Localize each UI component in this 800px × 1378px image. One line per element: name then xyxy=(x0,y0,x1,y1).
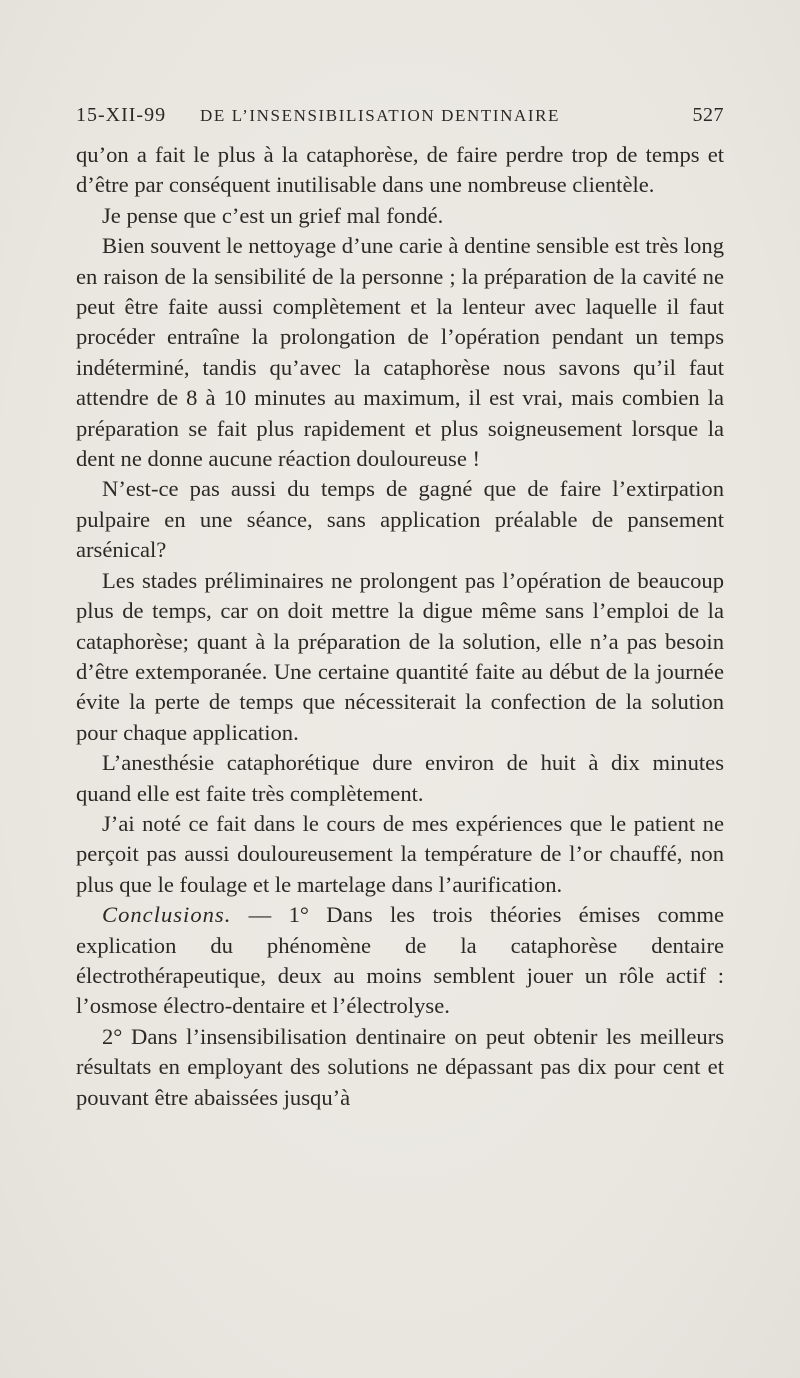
paragraph: J’ai noté ce fait dans le cours de mes expériences que le patient ne perçoit pas aussi douloureusement la température de l’or chauffé, non plus que le foulage et le martelage dans l’aurification. xyxy=(76,810,724,897)
paragraph: N’est-ce pas aussi du temps de gagné que de faire l’extirpation pulpaire en une séance, sans application préalable de pansement arsénical? xyxy=(76,476,724,563)
page-number: 527 xyxy=(692,104,724,126)
conclusion-1-text: — 1° Dans les trois théories émises comme explication du phénomène de la cataphorèse dentaire électrothérapeutique, deux au moins semblent jouer un rôle actif : l’osmose électro-dentaire et l’électrolyse. xyxy=(76,902,724,1019)
paragraph: L’anesthésie cataphorétique dure environ de huit à dix minutes quand elle est faite très complètement. xyxy=(76,750,724,806)
body-text xyxy=(76,140,724,1113)
running-title: DE L’INSENSIBILISATION DENTINAIRE xyxy=(200,106,561,125)
running-header xyxy=(76,104,724,134)
paragraph-conclusions xyxy=(76,900,724,1022)
conclusions-heading: Conclusions. xyxy=(102,902,232,928)
paragraph-continued: qu’on a fait le plus à la cataphorèse, de faire perdre trop de temps et d’être par conséquent inutilisable dans une nombreuse clientèle. xyxy=(76,142,724,198)
paragraph: 2° Dans l’insensibilisation dentinaire on peut obtenir les meilleurs résultats en employant des solutions ne dépassant pas dix pour cent et pouvant être abaissées jusqu’à xyxy=(76,1023,724,1110)
paragraph: Les stades préliminaires ne prolongent pas l’opération de beaucoup plus de temps, car on doit mettre la digue même sans l’emploi de la cataphorèse; quant à la préparation de la solution, elle n’a pas besoin d’être extemporanée. Une certaine quantité faite au début de la journée évite la perte de temps que nécessiterait la confection de la solution pour chaque application. xyxy=(76,567,724,745)
header-date: 15-XII-99 xyxy=(76,104,167,126)
paragraph: Je pense que c’est un grief mal fondé. xyxy=(102,202,444,228)
paragraph: Bien souvent le nettoyage d’une carie à dentine sensible est très long en raison de la sensibilité de la personne ; la préparation de la cavité ne peut être faite aussi complètement et la lenteur avec laquelle il faut procéder entraîne la prolongation de l’opération pendant un temps indéterminé, tandis qu’avec la cataphorèse nous savons qu’il faut attendre de 8 à 10 minutes au maximum, il est vrai, mais combien la préparation se fait plus rapidement et plus soigneusement lorsque la dent ne donne aucune réaction douloureuse ! xyxy=(76,233,724,472)
